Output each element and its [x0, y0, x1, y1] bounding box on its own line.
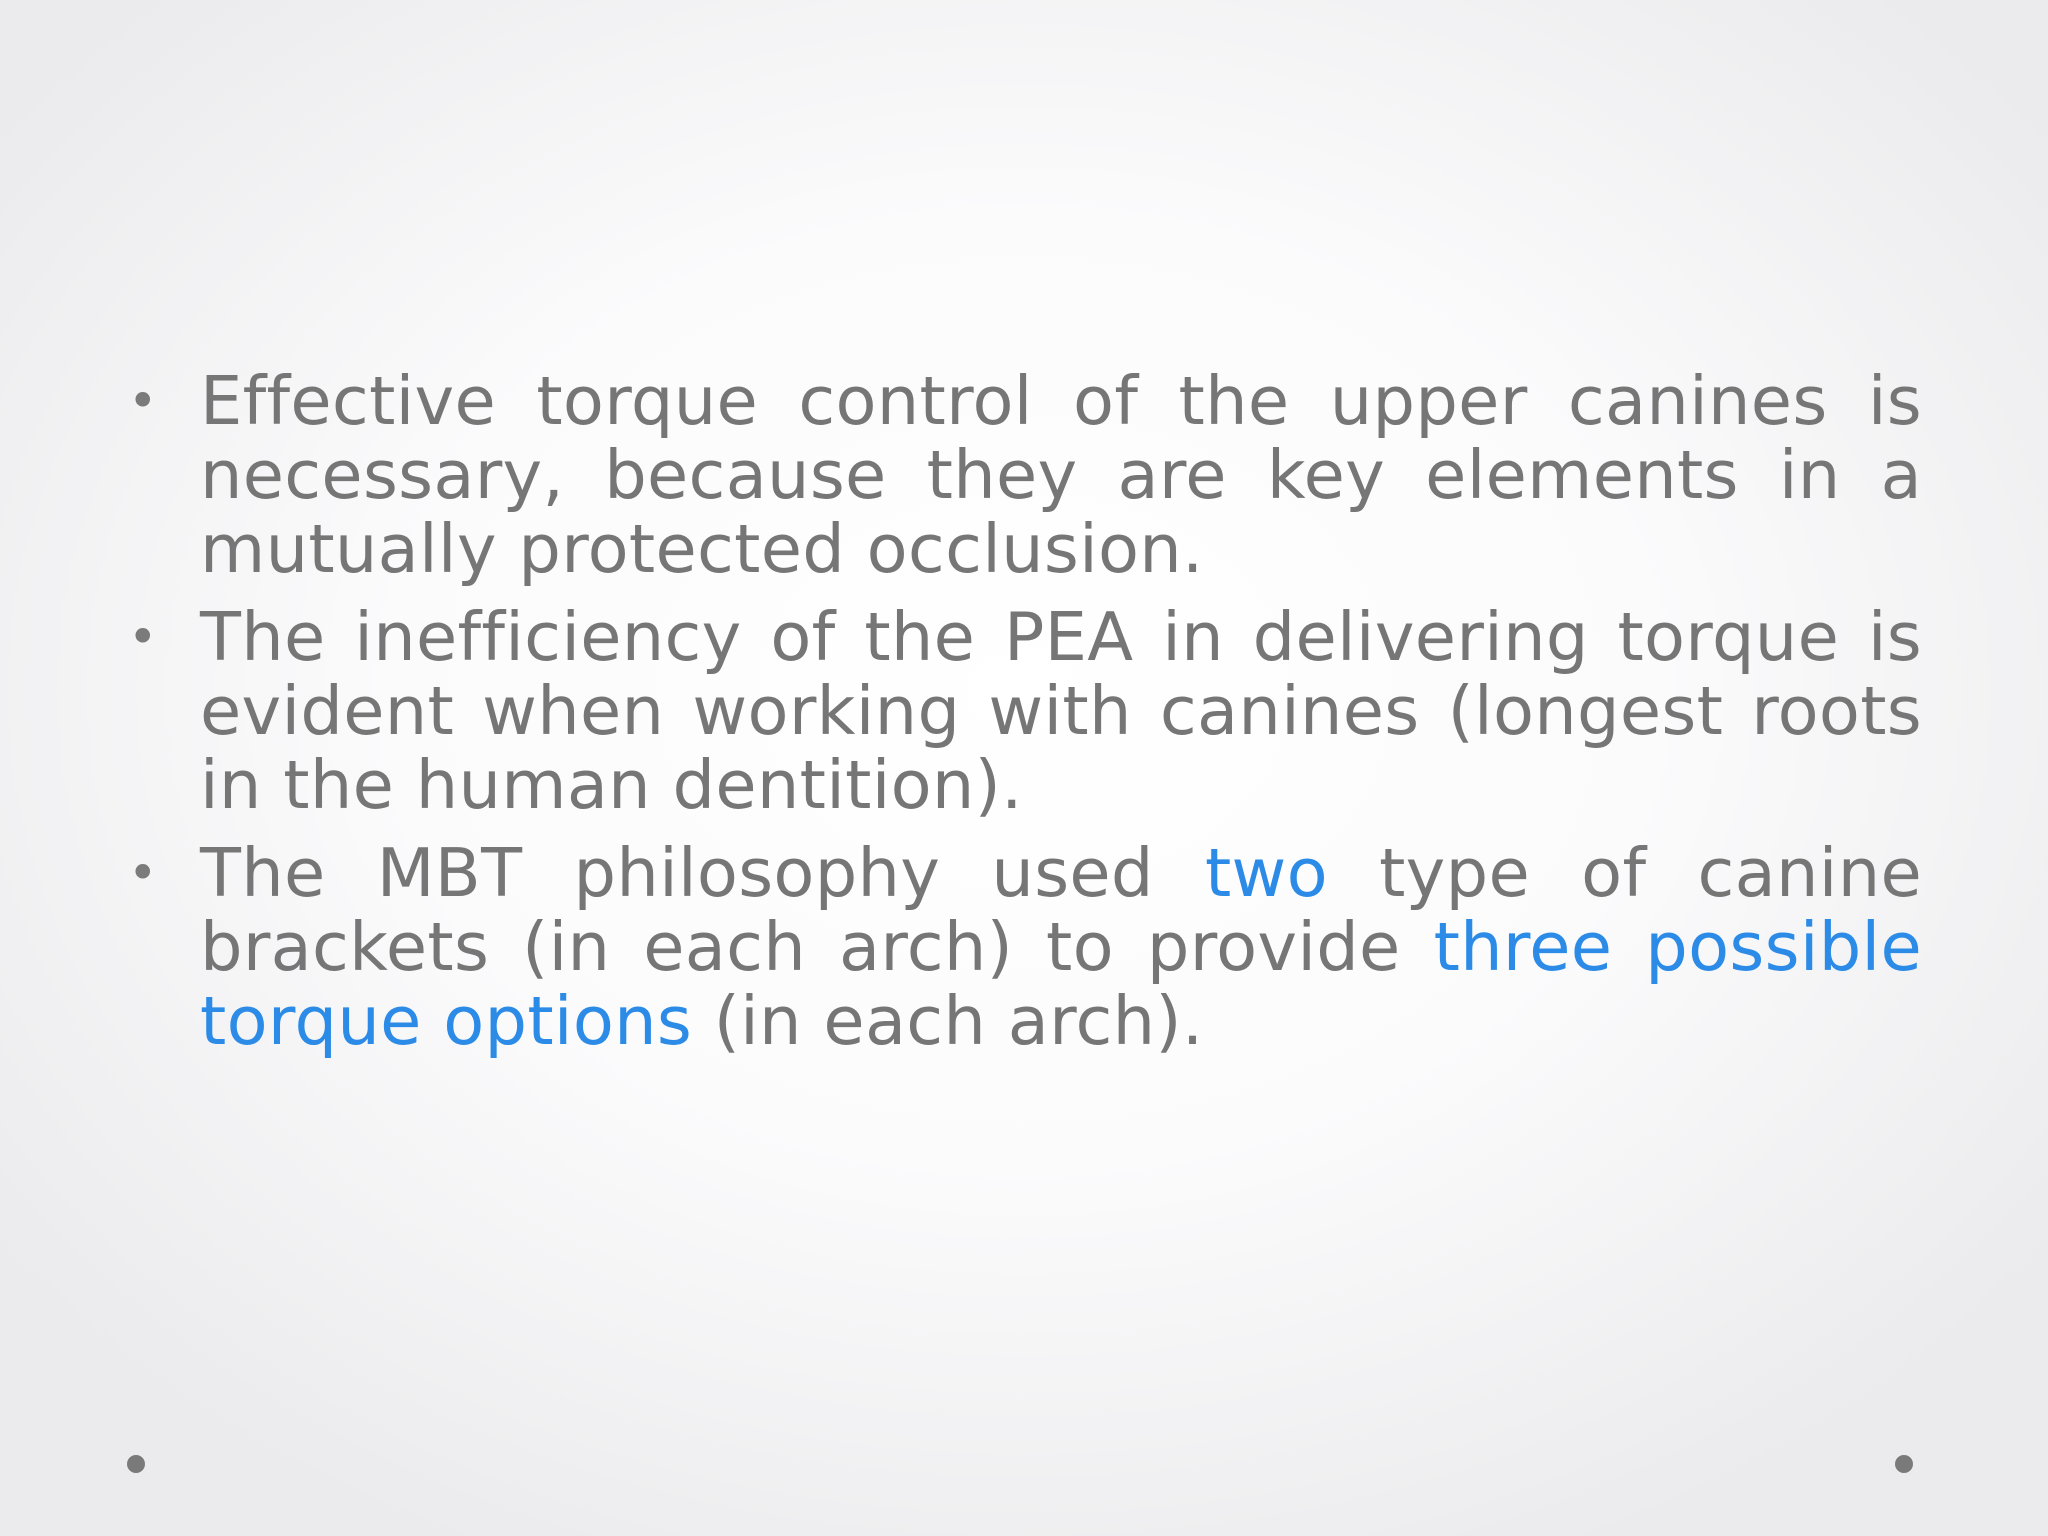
bullet-item-2 — [128, 598, 1922, 824]
bullet-marker: • — [128, 608, 158, 666]
bullet-item-1 — [128, 362, 1922, 588]
bullet-text-part: type of canine brackets (in each arch) to provide — [200, 834, 1922, 986]
highlight-text: two — [1204, 834, 1328, 912]
corner-dot-right — [1895, 1455, 1913, 1473]
bullet-text: Effective torque control of the upper canines is necessary, because they are key elements in a mutually protected occlusion. — [200, 362, 1922, 588]
bullet-marker: • — [128, 844, 158, 902]
bullet-text-part: The MBT philosophy used — [200, 834, 1205, 912]
bullet-item-3 — [128, 834, 1922, 1060]
bullet-text-part: (in each arch). — [692, 982, 1204, 1060]
bullet-list — [128, 362, 1922, 1072]
corner-dot-left — [127, 1455, 145, 1473]
highlight-text: three possible torque options — [200, 908, 1922, 1060]
bullet-text: The inefficiency of the PEA in delivering torque is evident when working with canines (longest roots in the human dentition). — [200, 598, 1922, 824]
bullet-marker: • — [128, 372, 158, 430]
